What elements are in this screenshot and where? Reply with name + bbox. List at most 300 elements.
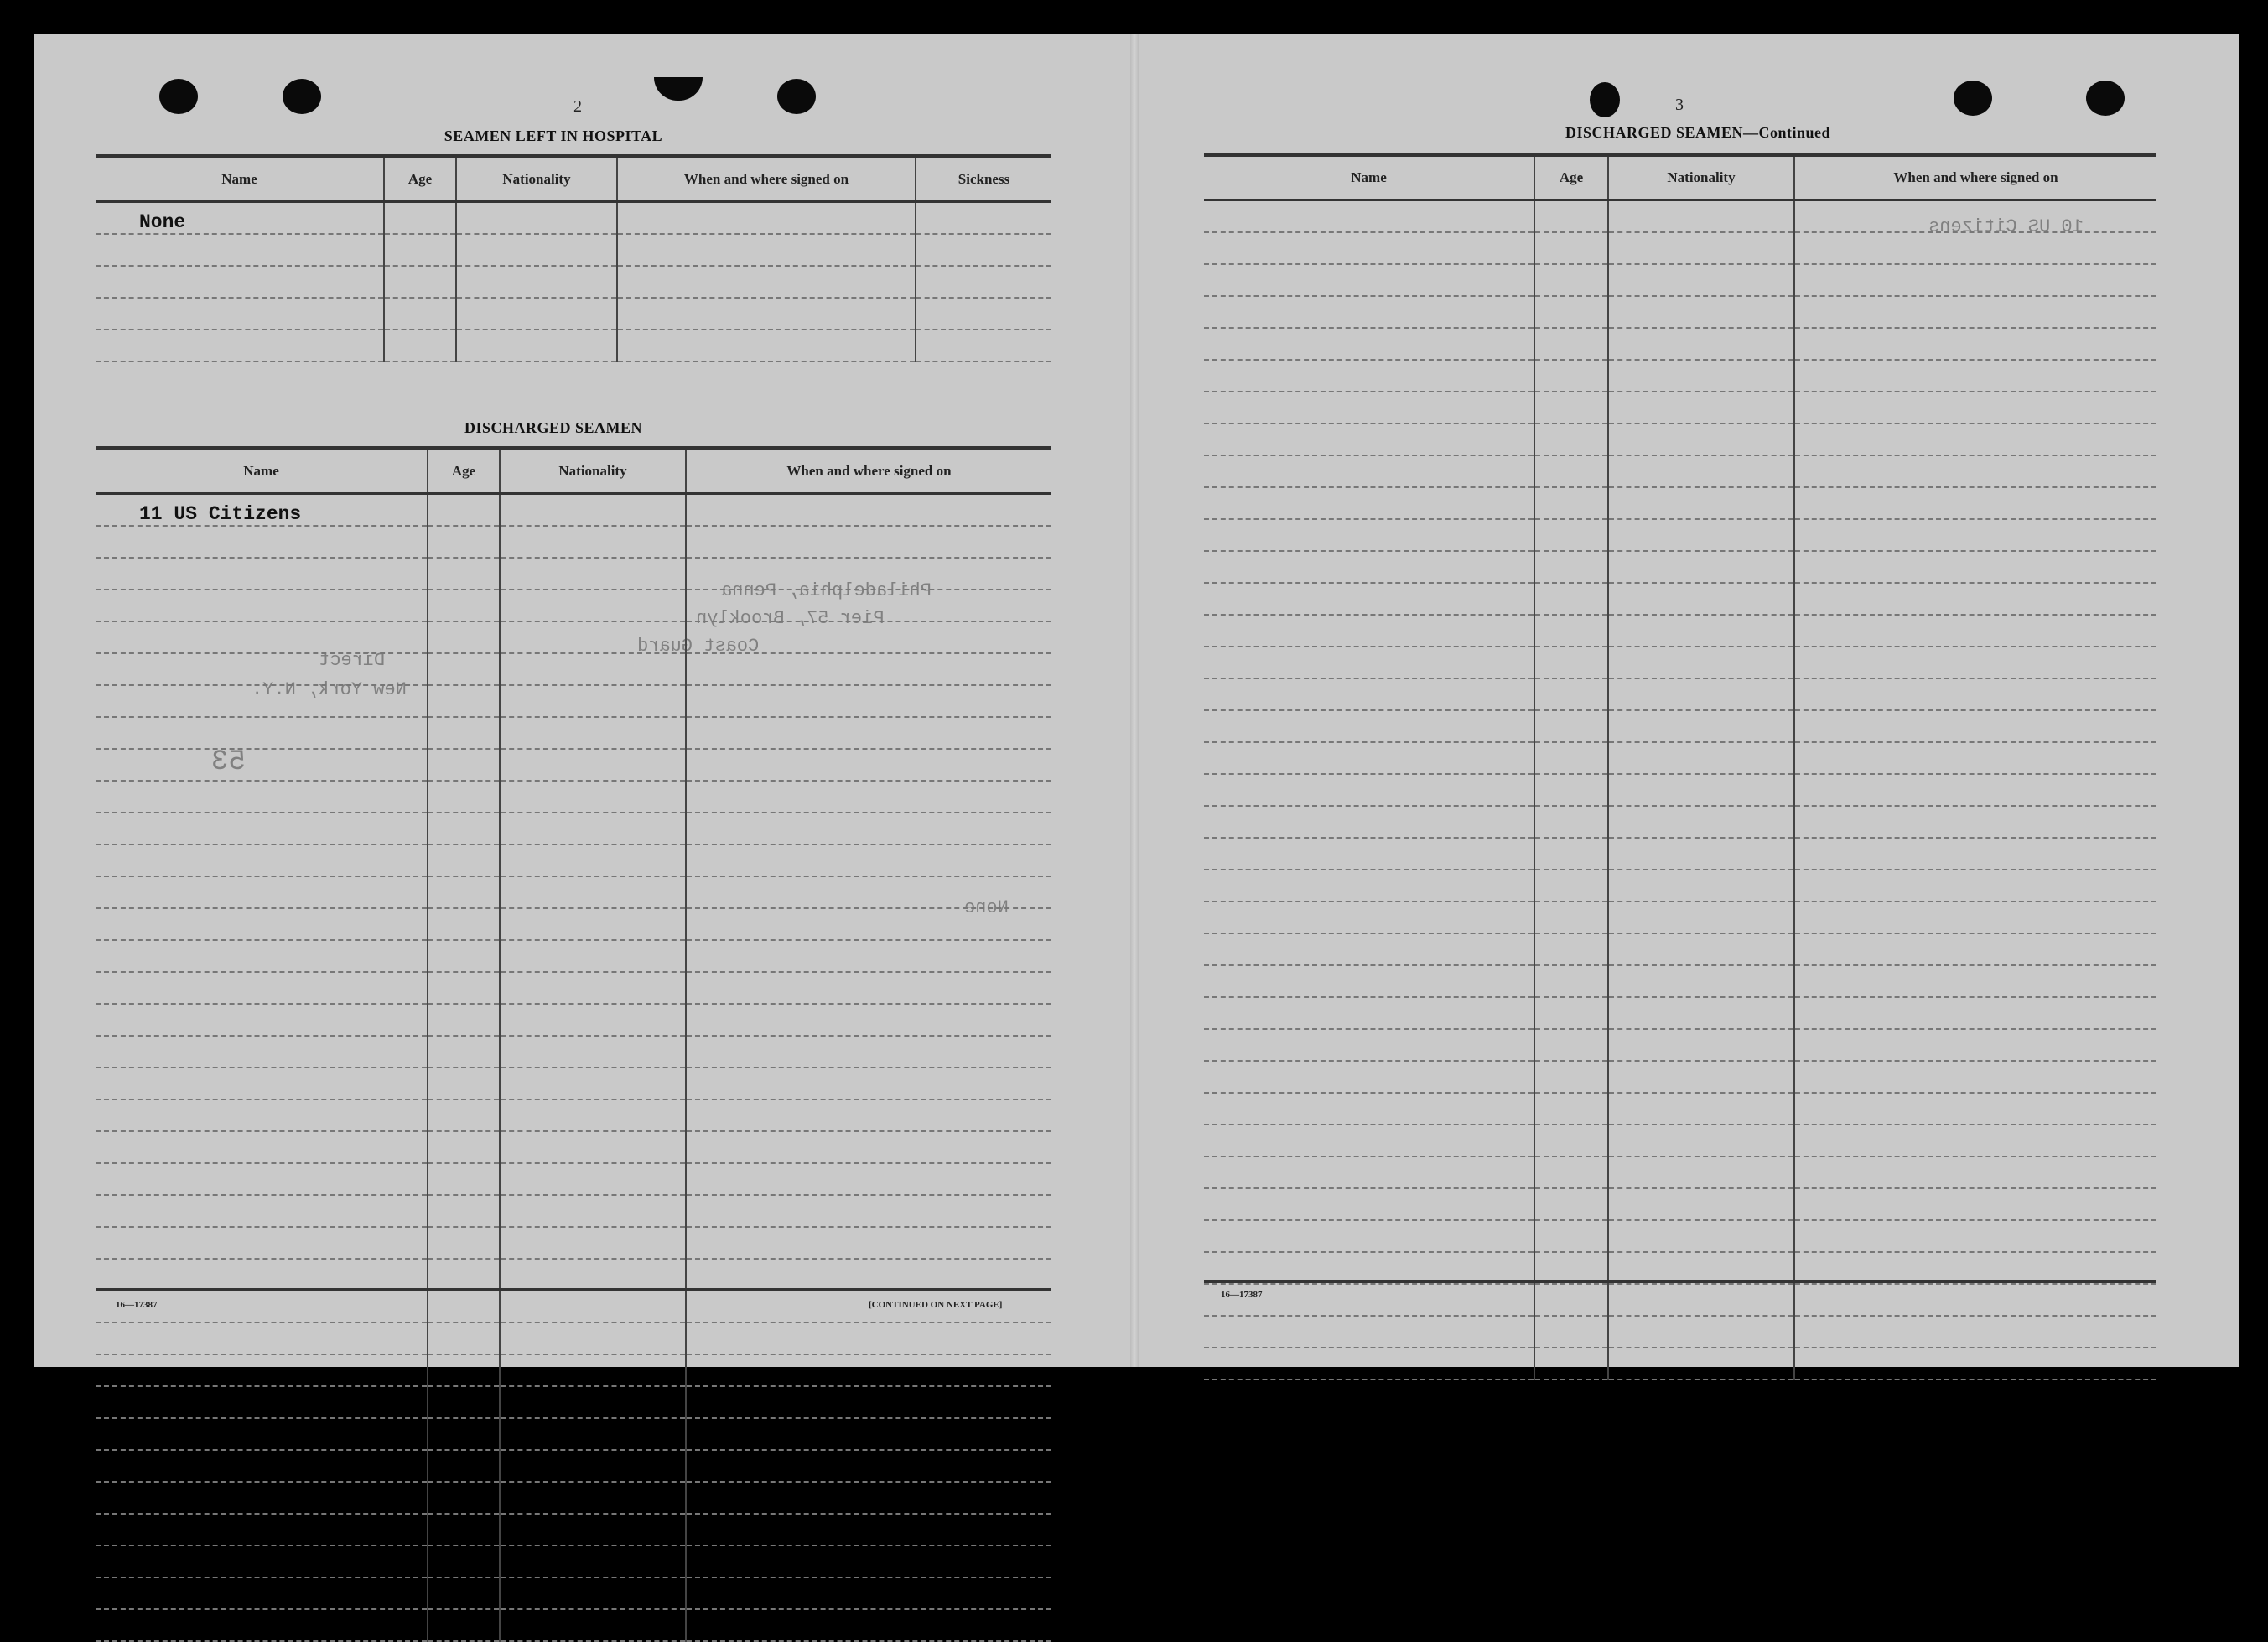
table-cell: [500, 526, 686, 558]
table-cell: [1534, 1125, 1608, 1156]
table-row: [96, 266, 1051, 298]
table-cell: [1204, 1348, 1534, 1380]
table-cell: [1534, 1220, 1608, 1252]
table-row: [96, 1577, 1051, 1609]
table-cell: [96, 234, 384, 266]
table-cell: [686, 1514, 1051, 1546]
table-cell: [428, 1354, 500, 1386]
table-cell: [1534, 1348, 1608, 1380]
table-cell: [1608, 870, 1794, 902]
table-row: [96, 844, 1051, 876]
table-cell: [686, 1227, 1051, 1259]
table-row: [96, 234, 1051, 266]
table-cell: [1794, 1029, 2156, 1061]
table-cell: [96, 1546, 428, 1577]
table-cell: [1794, 200, 2156, 233]
table-cell: [500, 844, 686, 876]
table-row: [1204, 1220, 2156, 1252]
table-cell: [1794, 838, 2156, 870]
table-row: [1204, 551, 2156, 583]
table-cell: [686, 1450, 1051, 1482]
table-cell: [500, 1354, 686, 1386]
table-cell: [500, 653, 686, 685]
table-row: [1204, 232, 2156, 264]
table-cell: [384, 266, 456, 298]
table-cell: [1794, 1348, 2156, 1380]
table-cell: [1608, 806, 1794, 838]
table-cell: [1794, 1220, 2156, 1252]
table-cell: [1204, 1284, 1534, 1316]
table-cell: [1608, 997, 1794, 1029]
table-cell: [916, 330, 1051, 361]
table-cell: [686, 653, 1051, 685]
table-cell: [1794, 1156, 2156, 1188]
table-row: [1204, 1156, 2156, 1188]
table-cell: [428, 940, 500, 972]
table-cell: [1204, 519, 1534, 551]
table-row: [1204, 870, 2156, 902]
table-cell: [500, 1068, 686, 1099]
table-row: [1204, 296, 2156, 328]
table-cell: [428, 1259, 500, 1291]
table-cell: [686, 1386, 1051, 1418]
table-cell: [428, 749, 500, 781]
table-row: [96, 685, 1051, 717]
column-header: Nationality: [500, 450, 686, 494]
bleed-through-text: 10 US Citizens: [1928, 216, 2084, 237]
table-cell: [96, 1482, 428, 1514]
column-header: Age: [1534, 157, 1608, 200]
column-header: Nationality: [1608, 157, 1794, 200]
table-cell: [500, 558, 686, 590]
table-row: [96, 940, 1051, 972]
table-cell: [686, 717, 1051, 749]
table-row: [1204, 392, 2156, 423]
table-cell: [1794, 264, 2156, 296]
table-cell: [428, 1099, 500, 1131]
table-cell: [428, 1418, 500, 1450]
table-row: [96, 1004, 1051, 1036]
table-cell: [1204, 1156, 1534, 1188]
bleed-through-text: 53: [211, 746, 246, 778]
table-row: [1204, 933, 2156, 965]
table-cell: [617, 202, 916, 235]
table-cell: [1534, 487, 1608, 519]
table-row: [96, 1163, 1051, 1195]
table-cell: [96, 844, 428, 876]
column-header: When and where signed on: [686, 450, 1051, 494]
table-cell: [96, 1036, 428, 1068]
table-cell: [686, 844, 1051, 876]
table-cell: [1608, 296, 1794, 328]
table-cell: [686, 590, 1051, 621]
table-cell: [96, 1386, 428, 1418]
form-number: 16—17387: [1221, 1290, 1263, 1300]
table-cell: [617, 330, 916, 361]
table-cell: [96, 1099, 428, 1131]
table-row: [96, 1546, 1051, 1577]
table-row: [96, 653, 1051, 685]
table-cell: [1794, 806, 2156, 838]
table-row: [96, 298, 1051, 330]
table-cell: [500, 1036, 686, 1068]
table-row: [1204, 1061, 2156, 1093]
table-cell: [916, 202, 1051, 235]
table-cell: [500, 1482, 686, 1514]
table-cell: [1608, 902, 1794, 933]
table-cell: [1534, 647, 1608, 678]
table-cell: [1204, 296, 1534, 328]
table-cell: [686, 1195, 1051, 1227]
table-cell: [916, 298, 1051, 330]
bleed-through-text: None: [964, 897, 1009, 918]
table-cell: [1608, 519, 1794, 551]
column-header: When and where signed on: [617, 158, 916, 202]
table-cell: [428, 1609, 500, 1641]
table-row: [1204, 1348, 2156, 1380]
table-cell: [1534, 328, 1608, 360]
table-cell: [428, 972, 500, 1004]
table-cell: [456, 330, 617, 361]
hospital-section-title: SEAMEN LEFT IN HOSPITAL: [444, 127, 663, 144]
table-cell: [686, 876, 1051, 908]
table-row: [96, 749, 1051, 781]
table-cell: [96, 1577, 428, 1609]
table-cell: [500, 1291, 686, 1322]
table-cell: [1534, 423, 1608, 455]
punch-hole: [1954, 81, 1992, 116]
table-cell: [96, 1322, 428, 1354]
continued-note: [CONTINUED ON NEXT PAGE]: [869, 1300, 1003, 1310]
table-cell: [1534, 1188, 1608, 1220]
table-cell: [96, 908, 428, 940]
table-cell: [428, 1322, 500, 1354]
table-cell: [500, 1450, 686, 1482]
table-row: [1204, 615, 2156, 647]
document-sheet: [34, 34, 2239, 1367]
table-cell: [500, 876, 686, 908]
table-cell: [428, 494, 500, 527]
table-cell: [428, 1131, 500, 1163]
table-cell: [500, 1004, 686, 1036]
table-cell: [1794, 328, 2156, 360]
table-cell: [1204, 742, 1534, 774]
table-cell: [384, 234, 456, 266]
table-cell: [916, 234, 1051, 266]
table-cell: [428, 1291, 500, 1322]
table-row: [96, 717, 1051, 749]
table-row: [1204, 774, 2156, 806]
table-cell: [96, 330, 384, 361]
table-cell: [1794, 710, 2156, 742]
table-cell: [96, 298, 384, 330]
table-cell: [1794, 647, 2156, 678]
table-row: [96, 1482, 1051, 1514]
table-cell: [96, 1418, 428, 1450]
table-cell: [428, 526, 500, 558]
table-cell: [428, 1546, 500, 1577]
table-cell: [500, 1099, 686, 1131]
column-header: Name: [1204, 157, 1534, 200]
table-header-row: [96, 450, 1051, 494]
table-cell: [686, 621, 1051, 653]
table-cell: [96, 876, 428, 908]
table-cell: [1534, 360, 1608, 392]
table-cell: [96, 590, 428, 621]
table-cell: [1204, 678, 1534, 710]
table-cell: [686, 1482, 1051, 1514]
table-cell: [428, 621, 500, 653]
table-cell: [1534, 1061, 1608, 1093]
table-cell: [428, 1450, 500, 1482]
table-cell: [428, 908, 500, 940]
table-row: [1204, 1125, 2156, 1156]
table-cell: [96, 1004, 428, 1036]
table-cell: [1534, 455, 1608, 487]
table-cell: [500, 972, 686, 1004]
table-cell: [428, 813, 500, 844]
table-cell: [428, 1227, 500, 1259]
bleed-through-text: Direct: [319, 650, 386, 671]
table-cell: [1794, 487, 2156, 519]
table-cell: [617, 298, 916, 330]
table-cell: [1608, 933, 1794, 965]
table-cell: [96, 1354, 428, 1386]
column-header: Nationality: [456, 158, 617, 202]
column-header: Age: [384, 158, 456, 202]
table-row: [96, 813, 1051, 844]
table-row: [96, 1514, 1051, 1546]
table-cell: [1204, 1316, 1534, 1348]
table-cell: [428, 1036, 500, 1068]
table-row: [1204, 200, 2156, 233]
table-cell: [1608, 392, 1794, 423]
table-cell: [1534, 551, 1608, 583]
form-number: 16—17387: [116, 1300, 158, 1310]
table-cell: [1794, 933, 2156, 965]
table-cell: [617, 266, 916, 298]
table-row: [96, 1036, 1051, 1068]
table-cell: [456, 298, 617, 330]
table-cell: [1534, 1156, 1608, 1188]
table-cell: [1794, 615, 2156, 647]
table-cell: [1608, 838, 1794, 870]
table-cell: [1608, 615, 1794, 647]
table-cell: 11 US Citizens: [96, 494, 428, 527]
table-cell: [1204, 360, 1534, 392]
bleed-through-text: Pier 57, Brooklyn: [696, 608, 885, 629]
continued-section-title-suffix: —Continued: [1743, 124, 1831, 141]
table-cell: [1608, 423, 1794, 455]
table-cell: [500, 1577, 686, 1609]
table-cell: [1204, 232, 1534, 264]
table-cell: [96, 621, 428, 653]
table-cell: [1794, 997, 2156, 1029]
table-cell: [428, 653, 500, 685]
table-cell: [686, 1577, 1051, 1609]
table-cell: [686, 940, 1051, 972]
table-cell: [1534, 392, 1608, 423]
table-cell: [1608, 360, 1794, 392]
table-cell: [1204, 423, 1534, 455]
table-cell: [1794, 902, 2156, 933]
table-cell: [1608, 583, 1794, 615]
table-cell: [96, 813, 428, 844]
table-cell: [500, 940, 686, 972]
table-cell: [500, 1546, 686, 1577]
table-cell: [1794, 1061, 2156, 1093]
table-cell: [96, 653, 428, 685]
table-cell: [1794, 870, 2156, 902]
table-cell: [1204, 933, 1534, 965]
table-row: [1204, 1188, 2156, 1220]
table-cell: [1608, 200, 1794, 233]
table-cell: [1204, 647, 1534, 678]
discharged-section-title: DISCHARGED SEAMEN: [464, 419, 643, 436]
table-row: [96, 1227, 1051, 1259]
table-cell: [1534, 615, 1608, 647]
continued-section-title: [1207, 124, 2188, 142]
table-cell: [686, 558, 1051, 590]
column-header: Age: [428, 450, 500, 494]
table-cell: [1204, 1125, 1534, 1156]
table-cell: [1794, 1316, 2156, 1348]
page-number: 2: [573, 97, 582, 116]
table-cell: [916, 266, 1051, 298]
table-cell: [686, 1163, 1051, 1195]
table-row: [96, 526, 1051, 558]
table-row: [1204, 902, 2156, 933]
right-bottom-rule: [1204, 1280, 2156, 1283]
table-cell: [1608, 774, 1794, 806]
table-cell: [686, 1418, 1051, 1450]
column-header: When and where signed on: [1794, 157, 2156, 200]
table-cell: [1204, 710, 1534, 742]
table-cell: [1204, 1029, 1534, 1061]
table-cell: [1534, 965, 1608, 997]
table-cell: [456, 234, 617, 266]
table-row: [96, 1068, 1051, 1099]
table-cell: [456, 202, 617, 235]
table-cell: [96, 558, 428, 590]
table-cell: [1794, 1188, 2156, 1220]
table-cell: [1534, 583, 1608, 615]
table-cell: [1534, 1093, 1608, 1125]
table-row: [96, 1354, 1051, 1386]
table-row: [96, 1099, 1051, 1131]
table-cell: [96, 749, 428, 781]
table-cell: [1204, 328, 1534, 360]
table-row: [96, 1418, 1051, 1450]
table-cell: [1608, 1029, 1794, 1061]
table-cell: [1534, 870, 1608, 902]
table-cell: [1204, 200, 1534, 233]
table-cell: [1608, 1188, 1794, 1220]
table-cell: [1204, 455, 1534, 487]
table-cell: [1534, 806, 1608, 838]
table-cell: [96, 781, 428, 813]
table-cell: [686, 1099, 1051, 1131]
table-cell: [428, 1163, 500, 1195]
table-cell: [1204, 487, 1534, 519]
table-cell: [96, 717, 428, 749]
table-cell: [384, 202, 456, 235]
table-cell: [456, 266, 617, 298]
table-cell: [1794, 551, 2156, 583]
table-row: [1204, 519, 2156, 551]
table-row: [96, 1450, 1051, 1482]
table-cell: [1794, 423, 2156, 455]
table-cell: [1204, 615, 1534, 647]
table-cell: [96, 685, 428, 717]
table-cell: [686, 1354, 1051, 1386]
table-cell: [500, 908, 686, 940]
table-row: [1204, 583, 2156, 615]
table-cell: [428, 876, 500, 908]
table-row: [1204, 455, 2156, 487]
table-row: [1204, 997, 2156, 1029]
table-cell: [428, 590, 500, 621]
table-cell: [1204, 838, 1534, 870]
table-cell: [1534, 997, 1608, 1029]
table-cell: [96, 266, 384, 298]
table-cell: [1794, 678, 2156, 710]
table-cell: [1608, 264, 1794, 296]
table-cell: [96, 1195, 428, 1227]
table-cell: [1534, 742, 1608, 774]
table-cell: [500, 1322, 686, 1354]
table-cell: [1204, 870, 1534, 902]
table-cell: [1534, 1284, 1608, 1316]
table-cell: [1534, 838, 1608, 870]
table-row: [1204, 838, 2156, 870]
table-cell: [1534, 710, 1608, 742]
table-cell: [96, 1131, 428, 1163]
table-cell: [1608, 1061, 1794, 1093]
table-cell: [686, 526, 1051, 558]
table-row: [1204, 328, 2156, 360]
table-cell: [686, 1259, 1051, 1291]
table-cell: [686, 494, 1051, 527]
table-cell: [1608, 328, 1794, 360]
table-cell: [1534, 933, 1608, 965]
table-cell: [1794, 360, 2156, 392]
punch-hole: [159, 79, 198, 114]
table-row: [96, 1131, 1051, 1163]
table-cell: [500, 1227, 686, 1259]
continued-table: [1204, 157, 2156, 1380]
table-cell: [500, 749, 686, 781]
table-cell: [1534, 296, 1608, 328]
table-cell: [96, 1068, 428, 1099]
table-cell: [384, 330, 456, 361]
table-cell: [500, 781, 686, 813]
column-header: Name: [96, 158, 384, 202]
table-cell: [686, 781, 1051, 813]
table-cell: [1204, 997, 1534, 1029]
table-cell: [1794, 1093, 2156, 1125]
table-cell: [686, 908, 1051, 940]
table-cell: [1794, 965, 2156, 997]
left-bottom-rule: [96, 1288, 1051, 1291]
table-cell: [500, 717, 686, 749]
table-cell: [1204, 392, 1534, 423]
table-row: [96, 972, 1051, 1004]
table-cell: [1794, 455, 2156, 487]
table-cell: [428, 717, 500, 749]
table-row: [1204, 806, 2156, 838]
table-cell: [686, 1036, 1051, 1068]
